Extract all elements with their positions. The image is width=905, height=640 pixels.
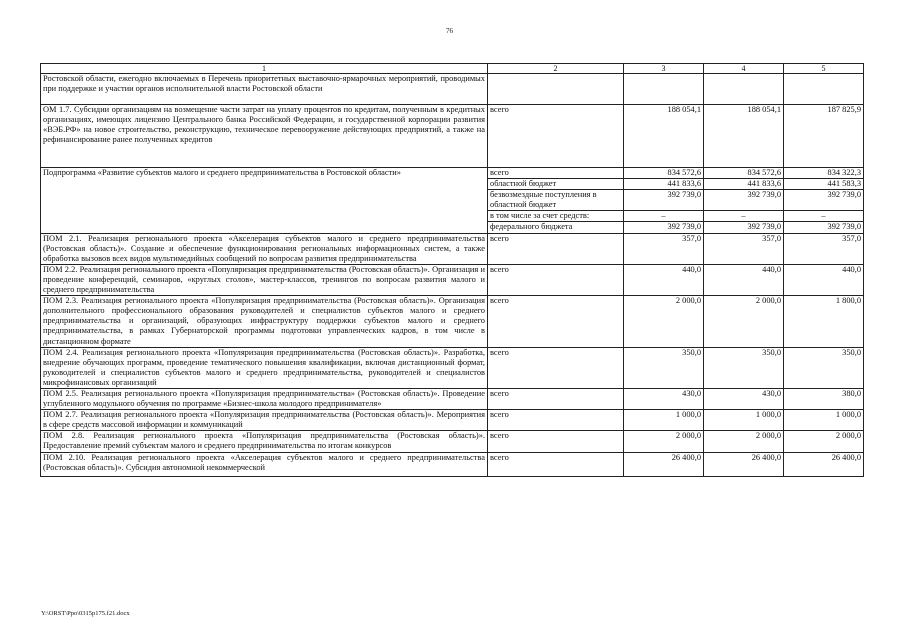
value-cell: 188 054,1 — [704, 105, 784, 168]
value-cell: 1 800,0 — [784, 296, 864, 347]
measure-description: ПОМ 2.7. Реализация регионального проекта «Популяризация предпринимательства (Ростовская область)». Мероприятия в сфере средств массовой информации и коммуникаций — [41, 410, 488, 431]
value-cell — [704, 74, 784, 105]
value-cell: 392 739,0 — [784, 222, 864, 233]
header-cell: 5 — [784, 64, 864, 74]
table-row — [41, 168, 864, 179]
value-cell: 26 400,0 — [704, 452, 784, 476]
value-cell: 440,0 — [784, 264, 864, 295]
value-cell: 1 000,0 — [784, 410, 864, 431]
funding-source: всего — [488, 410, 624, 431]
value-cell: 441 583,3 — [784, 179, 864, 190]
table-row — [41, 410, 864, 431]
table-row — [41, 388, 864, 409]
funding-source: всего — [488, 168, 624, 179]
value-cell — [624, 74, 704, 105]
funding-source — [488, 74, 624, 105]
measure-description: ПОМ 2.1. Реализация регионального проекта «Акселерация субъектов малого и среднего предпринимательства (Ростовская область)». Создание и обеспечение функционирования региональных информационных систем, а также обработка вызовов всех видов мультимедийных сообщений по вопросам развития предпринимательства — [41, 233, 488, 264]
value-cell: 440,0 — [624, 264, 704, 295]
value-cell: 392 739,0 — [624, 190, 704, 211]
value-cell: 357,0 — [624, 233, 704, 264]
value-cell: 1 000,0 — [704, 410, 784, 431]
value-cell: 834 322,3 — [784, 168, 864, 179]
value-cell: 380,0 — [784, 388, 864, 409]
table-row — [41, 74, 864, 105]
value-cell: 2 000,0 — [704, 296, 784, 347]
funding-source: всего — [488, 388, 624, 409]
value-cell: 350,0 — [624, 347, 704, 388]
clipped-text: ПОМ 2.10. Реализация регионального проекта «Акселерация субъектов малого и среднего предпринимательства (Ростовская область)». Субсидия автономной некоммерческой — [43, 452, 485, 472]
value-cell: 392 739,0 — [784, 190, 864, 211]
measure-description: ПОМ 2.8. Реализация регионального проекта «Популяризация предпринимательства (Ростовская область)». Предоставление премий субъектам малого и среднего предпринимательства по итогам конкурсов — [41, 431, 488, 452]
subprogram-title: Подпрограмма «Развитие субъектов малого и среднего предпринимательства в Ростовской области» — [41, 168, 488, 234]
header-row — [41, 64, 864, 74]
funding-source: всего — [488, 347, 624, 388]
table-row — [41, 264, 864, 295]
funding-source: федерального бюджета — [488, 222, 624, 233]
value-cell: 392 739,0 — [704, 222, 784, 233]
value-cell: 834 572,6 — [624, 168, 704, 179]
value-cell: 1 000,0 — [624, 410, 704, 431]
measure-description: ОМ 1.7. Субсидии организациям на возмещение части затрат на уплату процентов по кредитам, полученным в кредитных организациях, имеющих лицензию Центрального банка Российской Федерации, и государственной корпорации развития «ВЭБ.РФ» на новое строительство, реконструкцию, техническое перевооружение действующих предприятий, а также на рефинансирование ранее полученных кредитов — [41, 105, 488, 168]
value-cell: 441 833,6 — [624, 179, 704, 190]
funding-source: безвозмездные поступления в областной бюджет — [488, 190, 624, 211]
measure-description: ПОМ 2.4. Реализация регионального проекта «Популяризация предпринимательства (Ростовская область)». Разработка, внедрение обучающих программ, проведение тематического повышения квалификации, включая дистанционный формат, руководителей и специалистов субъектов малого и среднего предпринимательства, руководителей и специалистов микрофинансовых организаций — [41, 347, 488, 388]
header-cell: 2 — [488, 64, 624, 74]
value-cell: 2 000,0 — [624, 431, 704, 452]
value-cell — [784, 74, 864, 105]
value-cell: 392 739,0 — [704, 190, 784, 211]
value-cell: 26 400,0 — [784, 452, 864, 476]
header-cell: 1 — [41, 64, 488, 74]
value-cell: 2 000,0 — [704, 431, 784, 452]
table-row — [41, 431, 864, 452]
value-cell: 350,0 — [704, 347, 784, 388]
value-cell: 188 054,1 — [624, 105, 704, 168]
value-cell: 430,0 — [624, 388, 704, 409]
table-row — [41, 347, 864, 388]
measure-description: ПОМ 2.3. Реализация регионального проекта «Популяризация предпринимательства (Ростовская область)». Организация дополнительного профессионального образования руководителей и специалистов субъектов малого и среднего предпринимательства и организаций, образующих инфраструктуру поддержки субъектов малого и среднего предпринимательства, в рамках Губернаторской программы подготовки управленческих кадров, в том числе в дистанционном формате — [41, 296, 488, 347]
value-cell: – — [784, 211, 864, 222]
funding-source: всего — [488, 233, 624, 264]
value-cell: 392 739,0 — [624, 222, 704, 233]
funding-source: всего — [488, 296, 624, 347]
funding-source: всего — [488, 105, 624, 168]
table-row — [41, 452, 864, 476]
value-cell: 2 000,0 — [784, 431, 864, 452]
value-cell: 2 000,0 — [624, 296, 704, 347]
value-cell: – — [624, 211, 704, 222]
table-row — [41, 233, 864, 264]
header-cell: 4 — [704, 64, 784, 74]
file-path-footer: Y:\ORST\Ppo\0315p175.f21.docx — [41, 610, 130, 617]
value-cell: 350,0 — [784, 347, 864, 388]
value-cell: 430,0 — [704, 388, 784, 409]
measure-description — [41, 452, 488, 476]
funding-source: всего — [488, 431, 624, 452]
measure-description: ПОМ 2.5. Реализация регионального проекта «Популяризация предпринимательства» (Ростовская область)». Проведение углубленного модульного обучения по программе «Бизнес-школа молодого предпринимателя» — [41, 388, 488, 409]
funding-source: в том числе за счет средств: — [488, 211, 624, 222]
funding-source: всего — [488, 264, 624, 295]
value-cell: – — [704, 211, 784, 222]
budget-table — [40, 63, 864, 477]
funding-source: областной бюджет — [488, 179, 624, 190]
value-cell: 357,0 — [704, 233, 784, 264]
table-row — [41, 296, 864, 347]
value-cell: 440,0 — [704, 264, 784, 295]
page-number: 76 — [446, 27, 453, 35]
table-row — [41, 105, 864, 168]
value-cell: 26 400,0 — [624, 452, 704, 476]
measure-description: Ростовской области, ежегодно включаемых в Перечень приоритетных выставочно-ярмарочных мероприятий, проводимых при поддержке и участии органов исполнительной власти Ростовской области — [41, 74, 488, 105]
value-cell: 357,0 — [784, 233, 864, 264]
value-cell: 187 825,9 — [784, 105, 864, 168]
measure-description: ПОМ 2.2. Реализация регионального проекта «Популяризация предпринимательства (Ростовская область)». Организация и проведение конференций, семинаров, «круглых столов», мастер-классов, тренингов по вопросам развития малого и среднего предпринимательства — [41, 264, 488, 295]
value-cell: 441 833,6 — [704, 179, 784, 190]
value-cell: 834 572,6 — [704, 168, 784, 179]
header-cell: 3 — [624, 64, 704, 74]
funding-source: всего — [488, 452, 624, 476]
